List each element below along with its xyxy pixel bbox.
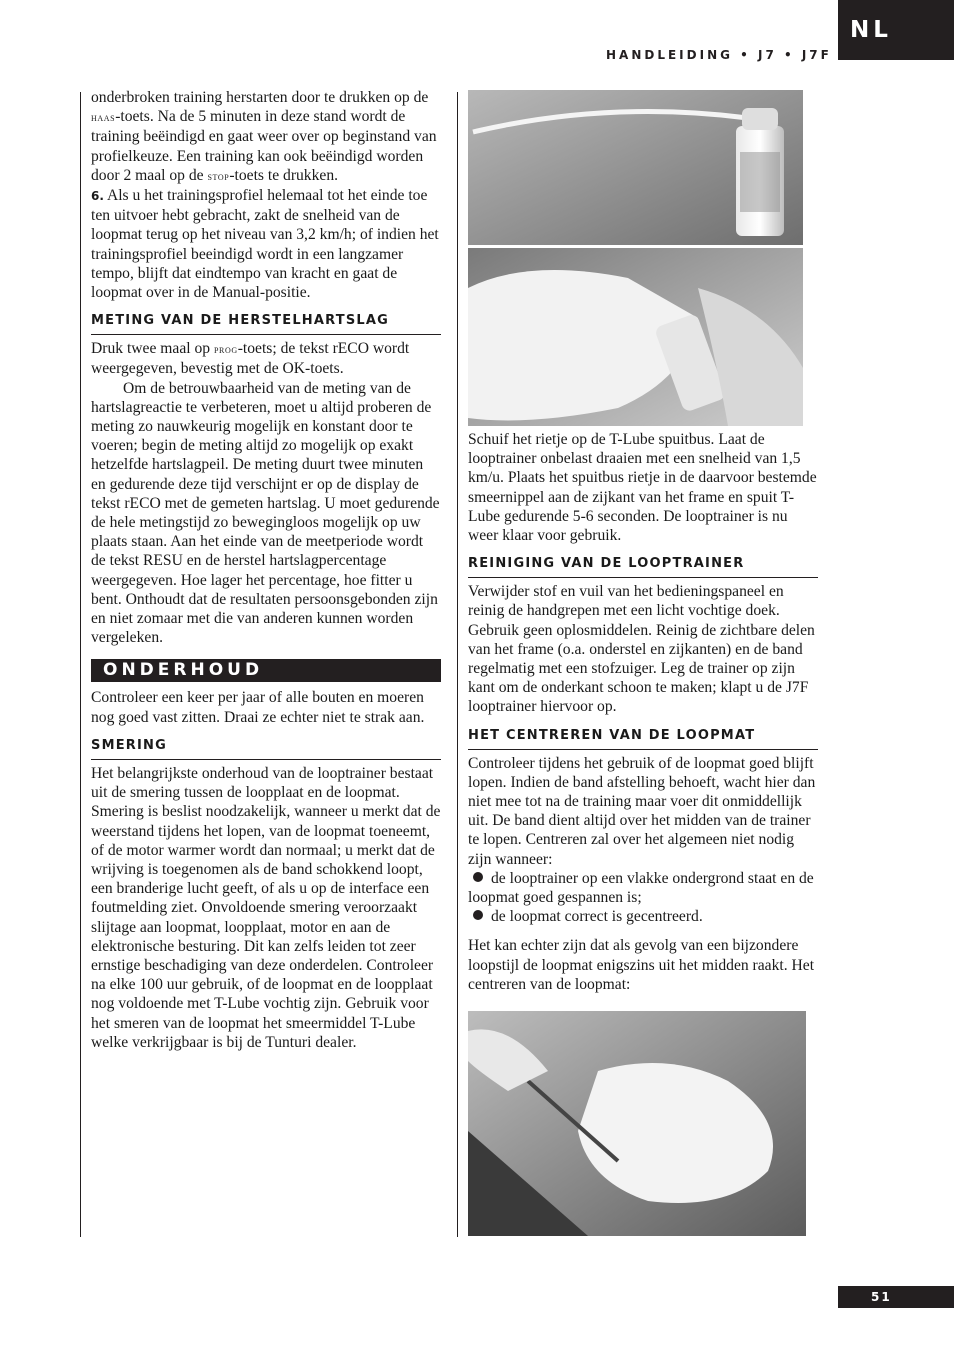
right-column (468, 430, 818, 994)
paragraph-restart-training: onderbroken training herstarten door te drukken op de haas-toets. Na de 5 minuten in deze stand wordt de training beëindigd en gaat weer over op beginstand van profielkeuze. Een training kan ook beëindigd worden door 2 maal op de stop-toets te drukken. (91, 89, 437, 184)
center-column-rule (457, 92, 458, 1237)
photo-lubricating-frame (468, 248, 803, 426)
stop-key-label: stop (207, 168, 230, 183)
left-column-rule (80, 92, 81, 1237)
haas-key-label: haas (91, 110, 116, 125)
step-number: 6. (91, 189, 104, 204)
paragraph-loopstijl: Het kan echter zijn dat als gevolg van een bijzondere loopstijl de loopmat enigszins uit het midden raakt. Het centreren van de loopmat: (468, 937, 815, 993)
prog-key-label: prog (213, 342, 238, 357)
photo-centering-belt (468, 1011, 806, 1236)
list-item: de loopmat correct is gecentreerd. (468, 907, 818, 926)
paragraph-smering: Het belangrijkste onderhoud van de looptrainer bestaat uit de smering tussen de loopplaat en de loopmat. Smering is beslist noodzakelijk, wanneer u merkt dat de weerstand tijdens het lopen, van de loopmat toeneemt, of de motor warmer wordt dan normaal; u merkt dat de wrijving is toegenomen als de band schokkend loopt, een branderige lucht geeft, of als u op de interface een foutmelding ziet. Onvoldoende smering veroorzaakt slijtage aan loopmat, loopplaat, motor en aan de elektronische besturing. Dit kan zelfs leiden tot zeer ernstige beschadiging van deze onderdelen. Controleer na elke 100 uur gebruik, of de loopmat en de loopplaat nog voldoende met T-Lube vochtig zijn. Gebruik voor het smeren van de loopmat het smeermiddel T-Lube welke verkrijgbaar is bij de Tunturi dealer. (91, 764, 441, 1051)
paragraph-meting-details: Om de betrouwbaarheid van de meting van de hartslagreactie te verbeteren, moet u altijd proberen de meting zo nauwkeurig mogelijk en konstant door te voeren; begin de meting altijd zo mogelijk op exakt hetzelfde hartslagpeil. De meting duurt twee minuten en gedurende deze tijd verschijnt er op de display de tekst rECO met de gemeten hartslag. U moet gedurende de hele metingstijd zo bewegingloos mogelijk op uw plaats staan. Aan het einde van de meetperiode wordt de tekst RESU en de herstel hartslagpercentage weergegeven. Hoe lager het percentage, hoe fitter u bent. Onthoudt dat de resultaten persoonsgebonden zijn en niet zomaar met die van anderen kunnen worden vergeleken. (91, 379, 440, 647)
heading-smering: SMERING (91, 737, 441, 760)
bullet-icon (473, 872, 483, 882)
list-item: de looptrainer op een vlakke ondergrond staat en de loopmat goed gespannen is; (468, 869, 814, 907)
heading-reiniging: REINIGING VAN DE LOOPTRAINER (468, 555, 818, 578)
section-onderhoud: ONDERHOUD (91, 659, 441, 682)
paragraph-step-6: 6. Als u het trainingsprofiel helemaal tot het einde toe ten uitvoer hebt gebracht, zakt de snelheid van de loopmat terug op het niveau van 3,2 km/h; of indien het trainingsprofiel beeindigd wordt in een langzamer tempo, blijft dat eindtempo van kracht en gaat de loopmat over in de Manual-positie. (91, 187, 439, 302)
heading-centreren: HET CENTREREN VAN DE LOOPMAT (468, 727, 818, 750)
paragraph-tlube-instructions: Schuif het rietje op de T-Lube spuitbus. Laat de looptrainer onbelast draaien met een snelheid van 1,5 km/u. Plaats het spuitbus rietje in de daarvoor bestemde smeernippel aan de zijkant van het frame en spuit T-Lube gedurende 5-6 seconden. De looptrainer is nu weer klaar voor gebruik. (468, 431, 817, 545)
running-head: HANDLEIDING • J7 • J7F (606, 48, 832, 62)
bullet-icon (473, 910, 483, 920)
photo-spray-can-straw (468, 90, 803, 245)
paragraph-centreren: Controleer tijdens het gebruik of de loopmat goed blijft lopen. Indien de band afstelling behoeft, wacht hier dan niet mee tot na de training maar voer dit onmiddellijk uit. De band dient altijd over het midden van de trainer te lopen. Centreren zal over het algemeen niet nodig zijn wanneer: (468, 754, 816, 868)
language-tab (838, 0, 954, 60)
paragraph-reiniging: Verwijder stof en vuil van het bedieningspaneel en reinig de handgrepen met een licht vochtige doek. Gebruik geen oplosmiddelen. Reinig de zichtbare delen van het frame (o.a. onderstel en zijkanten) en de band regelmatig met een stofzuiger. Leg de trainer op zijn kant om de onderkant schoon te maken; klapt u de J7F looptrainer hiervoor op. (468, 583, 815, 716)
paragraph-bolts: Controleer een keer per jaar of alle bouten en moeren nog goed vast zitten. Draai ze echter niet te strak aan. (91, 689, 425, 726)
page-number: 51 (838, 1286, 954, 1308)
left-column (91, 88, 441, 1052)
language-label: NL (850, 17, 892, 43)
paragraph-prog: Druk twee maal op prog-toets; de tekst rECO wordt weergegeven, bevestig met de OK-toets. (91, 340, 410, 378)
heading-meting: METING VAN DE HERSTELHARTSLAG (91, 312, 441, 335)
